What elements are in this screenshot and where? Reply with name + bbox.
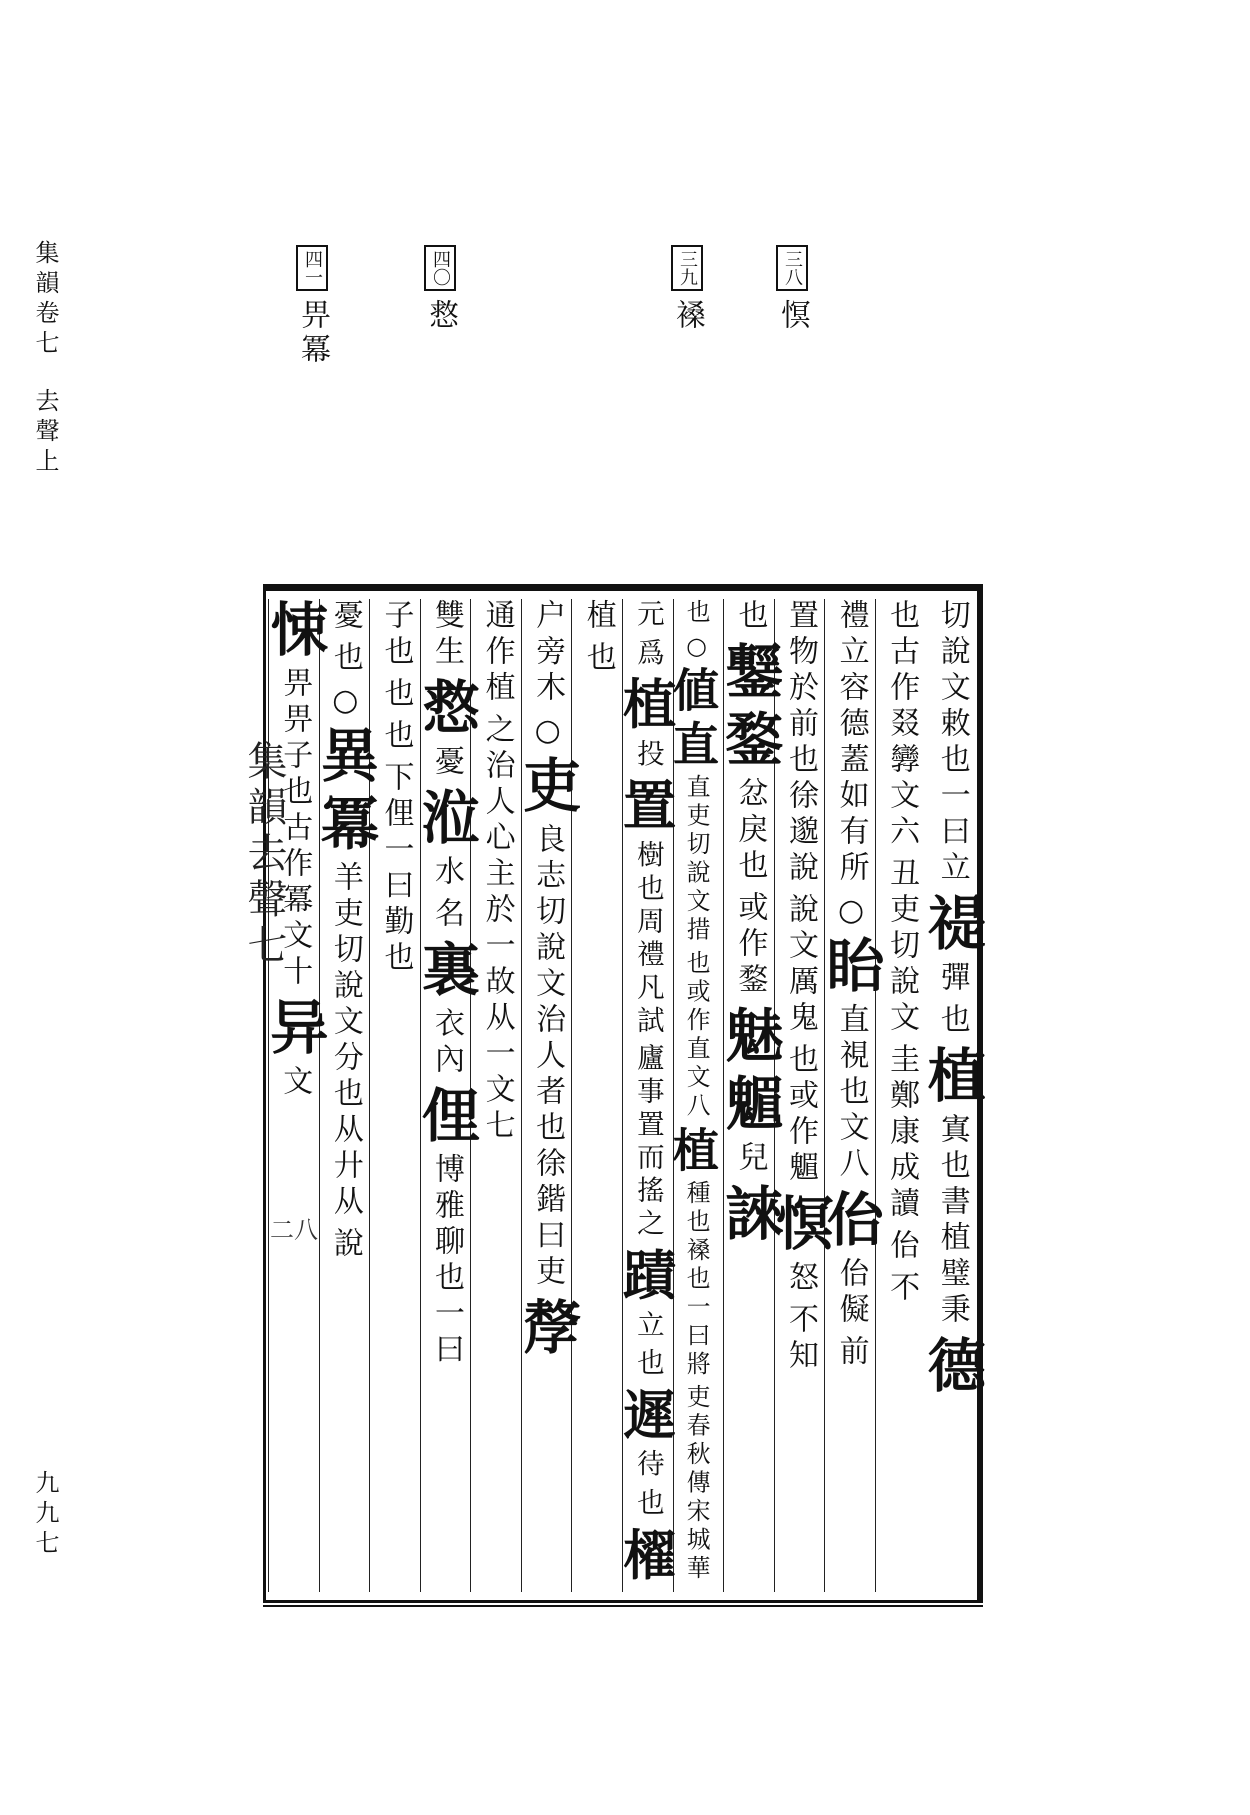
gloss-text: 羊吏切說文分也从廾从 xyxy=(327,861,363,1221)
gloss-text: 投 xyxy=(631,738,664,772)
gloss-text: 前 xyxy=(833,1335,869,1371)
text-column xyxy=(917,599,986,1592)
headword: 䰨 xyxy=(715,1073,784,1135)
gloss-text: 也古作叕㝈文六 xyxy=(884,599,920,851)
gloss-text: 兒 xyxy=(732,1141,768,1177)
text-column xyxy=(412,599,481,1592)
gloss-text: 佁儗 xyxy=(833,1257,869,1329)
collation-note-41 xyxy=(290,245,334,367)
headword: 植 xyxy=(917,1045,986,1107)
note-text: 慦 xyxy=(423,299,458,333)
gloss-text: 也 xyxy=(934,1003,970,1039)
gloss-text: 名 xyxy=(429,897,465,933)
gloss-text: 說 xyxy=(327,1227,363,1263)
gloss-text: 樹也周禮凡試 xyxy=(631,839,664,1038)
text-column xyxy=(513,599,582,1592)
headword: 値 xyxy=(665,665,720,715)
headword: 蹟 xyxy=(614,1247,678,1305)
gloss-text: 通作植 xyxy=(479,599,515,707)
gloss-text: 也 xyxy=(732,599,768,635)
gloss-text: 之治人心主於一故从一文七 xyxy=(479,713,515,1145)
gloss-text: 怒 xyxy=(783,1261,819,1297)
headword: 置 xyxy=(614,777,678,835)
headword: 鑋 xyxy=(715,641,784,703)
collation-note-38 xyxy=(770,245,814,333)
gloss-text: 置物於前也徐邈說 xyxy=(783,599,819,887)
gloss-text: 不知 xyxy=(783,1303,819,1375)
gloss-text: 畀畀子也古作冪文十 xyxy=(277,667,313,991)
headword: 俚 xyxy=(412,1085,481,1147)
gloss-text: 也或作直文八 xyxy=(682,949,711,1121)
headword: 德 xyxy=(917,1335,986,1397)
gloss-text: 廬事置而搖之 xyxy=(631,1043,664,1242)
gloss-text: 户旁木 xyxy=(530,599,566,707)
gloss-text: 直視也文八 xyxy=(833,1003,869,1183)
gloss-text: 也 xyxy=(682,599,711,628)
gloss-text: 博雅聊也一曰 xyxy=(429,1153,465,1369)
gloss-text: 忿戾也 xyxy=(732,777,768,885)
gloss-text: 也 xyxy=(631,1348,664,1382)
gloss-text: 寘也書植璧秉 xyxy=(934,1113,970,1329)
headword: 慏 xyxy=(766,1193,835,1255)
headword: 异 xyxy=(260,997,329,1059)
note-text: 畀冪 xyxy=(295,299,330,367)
gloss-text: 雙生 xyxy=(429,599,465,671)
gloss-text: 植 xyxy=(580,599,616,635)
headword: 眙 xyxy=(816,935,885,997)
gloss-text: 禮立容德蓋如有所 xyxy=(833,599,869,887)
running-title xyxy=(28,240,63,478)
gloss-text: 也 xyxy=(580,641,616,677)
headword: 涖 xyxy=(412,787,481,849)
running-title-tone: 去聲上 xyxy=(31,388,59,478)
gloss-text: 水 xyxy=(429,855,465,891)
entry-marker: ○ xyxy=(327,683,363,718)
gloss-text: 立 xyxy=(631,1309,664,1343)
text-column xyxy=(571,599,623,1592)
gloss-text: 也 xyxy=(327,641,363,677)
page-number: 九九七 xyxy=(31,1470,59,1560)
gloss-text: 直吏切說文措 xyxy=(682,773,711,945)
headword: 植 xyxy=(614,676,678,734)
note-text: 褬 xyxy=(670,299,705,333)
gloss-text: 元 xyxy=(631,599,664,633)
gloss-text: 不 xyxy=(884,1271,920,1307)
headword: 裏 xyxy=(412,939,481,1001)
headword: 誺 xyxy=(715,1183,784,1245)
gloss-text: 文 xyxy=(277,1065,313,1101)
gloss-text: 衣內 xyxy=(429,1007,465,1079)
headword: 禔 xyxy=(917,893,986,955)
gloss-text: 憂 xyxy=(429,745,465,781)
headword: 直 xyxy=(665,719,720,769)
gloss-text: 吏春秋傳宋城華 xyxy=(682,1384,711,1585)
gloss-text: 也 xyxy=(631,1487,664,1522)
headword: 冪 xyxy=(310,793,379,855)
gloss-text: 也或作䰨 xyxy=(783,1043,819,1187)
fold-leaf-number: 二八 xyxy=(270,1216,318,1244)
text-column xyxy=(614,599,678,1592)
note-number: 三八 xyxy=(776,245,808,291)
entry-marker: ○ xyxy=(833,893,869,928)
gloss-text: 彈 xyxy=(934,961,970,997)
gloss-text: 憂 xyxy=(327,599,363,635)
text-column xyxy=(875,599,927,1592)
gloss-text: 丑吏切說文 xyxy=(884,857,920,1037)
gloss-text: 也 xyxy=(378,719,414,755)
running-title-juan: 集韻卷七 xyxy=(31,240,59,360)
headword: 吏 xyxy=(513,755,582,817)
gloss-text: 待 xyxy=(631,1449,664,1483)
gloss-text: 下俚一曰勤也 xyxy=(378,761,414,977)
gloss-text: 種也褬也一曰將 xyxy=(682,1179,711,1380)
headword: 慦 xyxy=(412,677,481,739)
collation-note-40 xyxy=(418,245,462,333)
collation-note-39 xyxy=(665,245,709,333)
text-column xyxy=(310,599,379,1592)
text-column xyxy=(665,599,725,1592)
headword: 鍪 xyxy=(715,709,784,771)
gloss-text: 爲 xyxy=(631,637,664,671)
headword: 櫂 xyxy=(614,1526,678,1584)
note-number: 四一 xyxy=(296,245,328,291)
headword: 悚 xyxy=(260,599,329,661)
gloss-text: 佁 xyxy=(884,1229,920,1265)
fold-title: 集韻去聲七 xyxy=(241,740,287,970)
gloss-text: 子也 xyxy=(378,599,414,671)
gloss-text: 也 xyxy=(378,677,414,713)
gloss-text: 切說文敕也一曰立 xyxy=(934,599,970,887)
woodblock-page xyxy=(241,588,986,1603)
gloss-text: 良志切說文治人者也徐鍇曰吏 xyxy=(530,823,566,1291)
top-border xyxy=(263,584,983,588)
text-column xyxy=(715,599,784,1592)
headword: 孷 xyxy=(513,1297,582,1359)
bottom-border xyxy=(263,1605,983,1607)
entry-marker: ○ xyxy=(530,713,566,748)
gloss-text: 說文厲鬼 xyxy=(783,893,819,1037)
note-number: 四〇 xyxy=(424,245,456,291)
text-column xyxy=(816,599,885,1592)
gloss-text: 圭鄭康成讀 xyxy=(884,1043,920,1223)
headword: 魅 xyxy=(715,1005,784,1067)
note-text: 慏 xyxy=(775,299,810,333)
headword: 植 xyxy=(665,1125,720,1175)
headword: 佁 xyxy=(816,1189,885,1251)
headword: 遲 xyxy=(614,1386,678,1444)
entry-marker: ○ xyxy=(682,632,711,666)
gloss-text: 或作鍪 xyxy=(732,891,768,999)
note-number: 三九 xyxy=(671,245,703,291)
headword: 異 xyxy=(310,725,379,787)
